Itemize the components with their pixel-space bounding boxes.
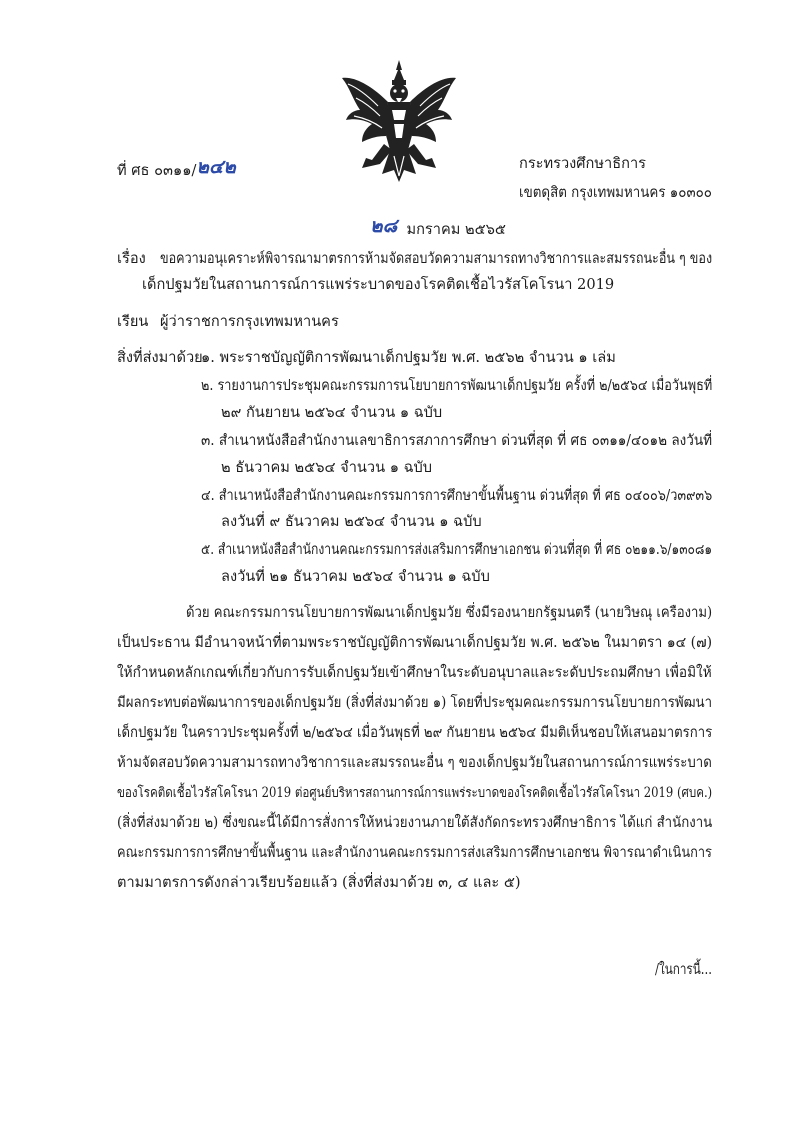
attachment-item-5: ๕. สำเนาหนังสือสำนักงานคณะกรรมการส่งเสริมการศึกษาเอกชน ด่วนที่สุด ที่ ศธ ๐๒๑๑.๖/๑๓๐๘๑ xyxy=(201,541,713,558)
subject-line-2: เด็กปฐมวัยในสถานการณ์การแพร่ระบาดของโรคติดเชื้อไวรัสโคโรนา 2019 xyxy=(142,276,615,293)
attachment-item-5-cont: ลงวันที่ ๒๑ ธันวาคม ๒๕๖๔ จำนวน ๑ ฉบับ xyxy=(221,568,490,585)
handwritten-reference-number: ๒๔๒ xyxy=(196,156,236,178)
attachment-item-3-cont: ๒ ธันวาคม ๒๕๖๔ จำนวน ๑ ฉบับ xyxy=(221,459,433,476)
body-line-7: ของโรคติดเชื้อไวรัสโคโรนา 2019 ต่อศูนย์บริหารสถานการณ์การแพร่ระบาดของโรคติดเชื้อไวรัสโคโรนา 2019 (ศบค.) xyxy=(117,785,713,801)
handwritten-date-day: ๒๘ xyxy=(370,215,398,237)
body-line-8: (สิ่งที่ส่งมาด้วย ๒) ซึ่งขณะนี้ได้มีการสั่งการให้หน่วยงานภายใต้สังกัดกระทรวงศึกษาธิการ ได้แก่ สำนักงาน xyxy=(117,814,713,831)
subject-line-1: ขอความอนุเคราะห์พิจารณามาตรการห้ามจัดสอบวัดความสามารถทางวิชาการและสมรรถนะอื่น ๆ ของ xyxy=(160,250,713,267)
body-line-4: มีผลกระทบต่อพัฒนาการของเด็กปฐมวัย (สิ่งที่ส่งมาด้วย ๑) โดยที่ประชุมคณะกรรมการนโยบายการพัฒนา xyxy=(117,694,713,711)
attachments-label: สิ่งที่ส่งมาด้วย xyxy=(117,349,203,366)
body-line-2: เป็นประธาน มีอำนาจหน้าที่ตามพระราชบัญญัติการพัฒนาเด็กปฐมวัย พ.ศ. ๒๕๖๒ ในมาตรา ๑๔ (๗) xyxy=(117,634,713,651)
recipient-label: เรียน xyxy=(117,313,149,330)
subject-label: เรื่อง xyxy=(117,250,146,267)
continuation-marker: /ในการนี้... xyxy=(655,961,712,978)
attachment-item-2: ๒. รายงานการประชุมคณะกรรมการนโยบายการพัฒนาเด็กปฐมวัย ครั้งที่ ๒/๒๕๖๔ เมื่อวันพุธที่ xyxy=(201,377,713,394)
ministry-name: กระทรวงศึกษาธิการ xyxy=(519,155,646,172)
ministry-address: เขตดุสิต กรุงเทพมหานคร ๑๐๓๐๐ xyxy=(519,184,712,201)
garuda-emblem-icon xyxy=(338,58,460,184)
body-line-5: เด็กปฐมวัย ในคราวประชุมครั้งที่ ๒/๒๕๖๔ เมื่อวันพุธที่ ๒๙ กันยายน ๒๕๖๔ มีมติเห็นชอบให้เสนอมาตรการ xyxy=(117,724,713,741)
recipient-name: ผู้ว่าราชการกรุงเทพมหานคร xyxy=(160,313,339,330)
attachment-item-3: ๓. สำเนาหนังสือสำนักงานเลขาธิการสภาการศึกษา ด่วนที่สุด ที่ ศธ ๐๓๑๑/๔๐๑๒ ลงวันที่ xyxy=(201,432,713,449)
attachment-item-1: ๑. พระราชบัญญัติการพัฒนาเด็กปฐมวัย พ.ศ. ๒๕๖๒ จำนวน ๑ เล่ม xyxy=(201,349,616,366)
attachment-item-2-cont: ๒๙ กันยายน ๒๕๖๔ จำนวน ๑ ฉบับ xyxy=(221,404,443,421)
body-line-6: ห้ามจัดสอบวัดความสามารถทางวิชาการและสมรรถนะอื่น ๆ ของเด็กปฐมวัยในสถานการณ์การแพร่ระบาด xyxy=(117,754,712,771)
reference-number xyxy=(117,152,236,182)
date-month-year: มกราคม ๒๕๖๕ xyxy=(406,221,506,238)
body-line-3: ให้กำหนดหลักเกณฑ์เกี่ยวกับการรับเด็กปฐมวัยเข้าศึกษาในระดับอนุบาลและระดับประถมศึกษา เพื่อมิให้ xyxy=(117,664,712,681)
document-date xyxy=(370,211,506,241)
attachment-item-4-cont: ลงวันที่ ๙ ธันวาคม ๒๕๖๔ จำนวน ๑ ฉบับ xyxy=(221,513,482,530)
reference-prefix: ที่ ศธ ๐๓๑๑/ xyxy=(117,162,197,179)
attachment-item-4: ๔. สำเนาหนังสือสำนักงานคณะกรรมการการศึกษาขั้นพื้นฐาน ด่วนที่สุด ที่ ศธ ๐๔๐๐๖/ว๓๙๓๖ xyxy=(201,487,713,504)
body-line-10: ตามมาตรการดังกล่าวเรียบร้อยแล้ว (สิ่งที่ส่งมาด้วย ๓, ๔ และ ๕) xyxy=(117,874,521,891)
body-line-9: คณะกรรมการการศึกษาขั้นพื้นฐาน และสำนักงานคณะกรรมการส่งเสริมการศึกษาเอกชน พิจารณาดำเนินการ xyxy=(117,844,712,861)
body-line-1: ด้วย คณะกรรมการนโยบายการพัฒนาเด็กปฐมวัย ซึ่งมีรองนายกรัฐมนตรี (นายวิษณุ เครืองาม) xyxy=(186,604,713,621)
